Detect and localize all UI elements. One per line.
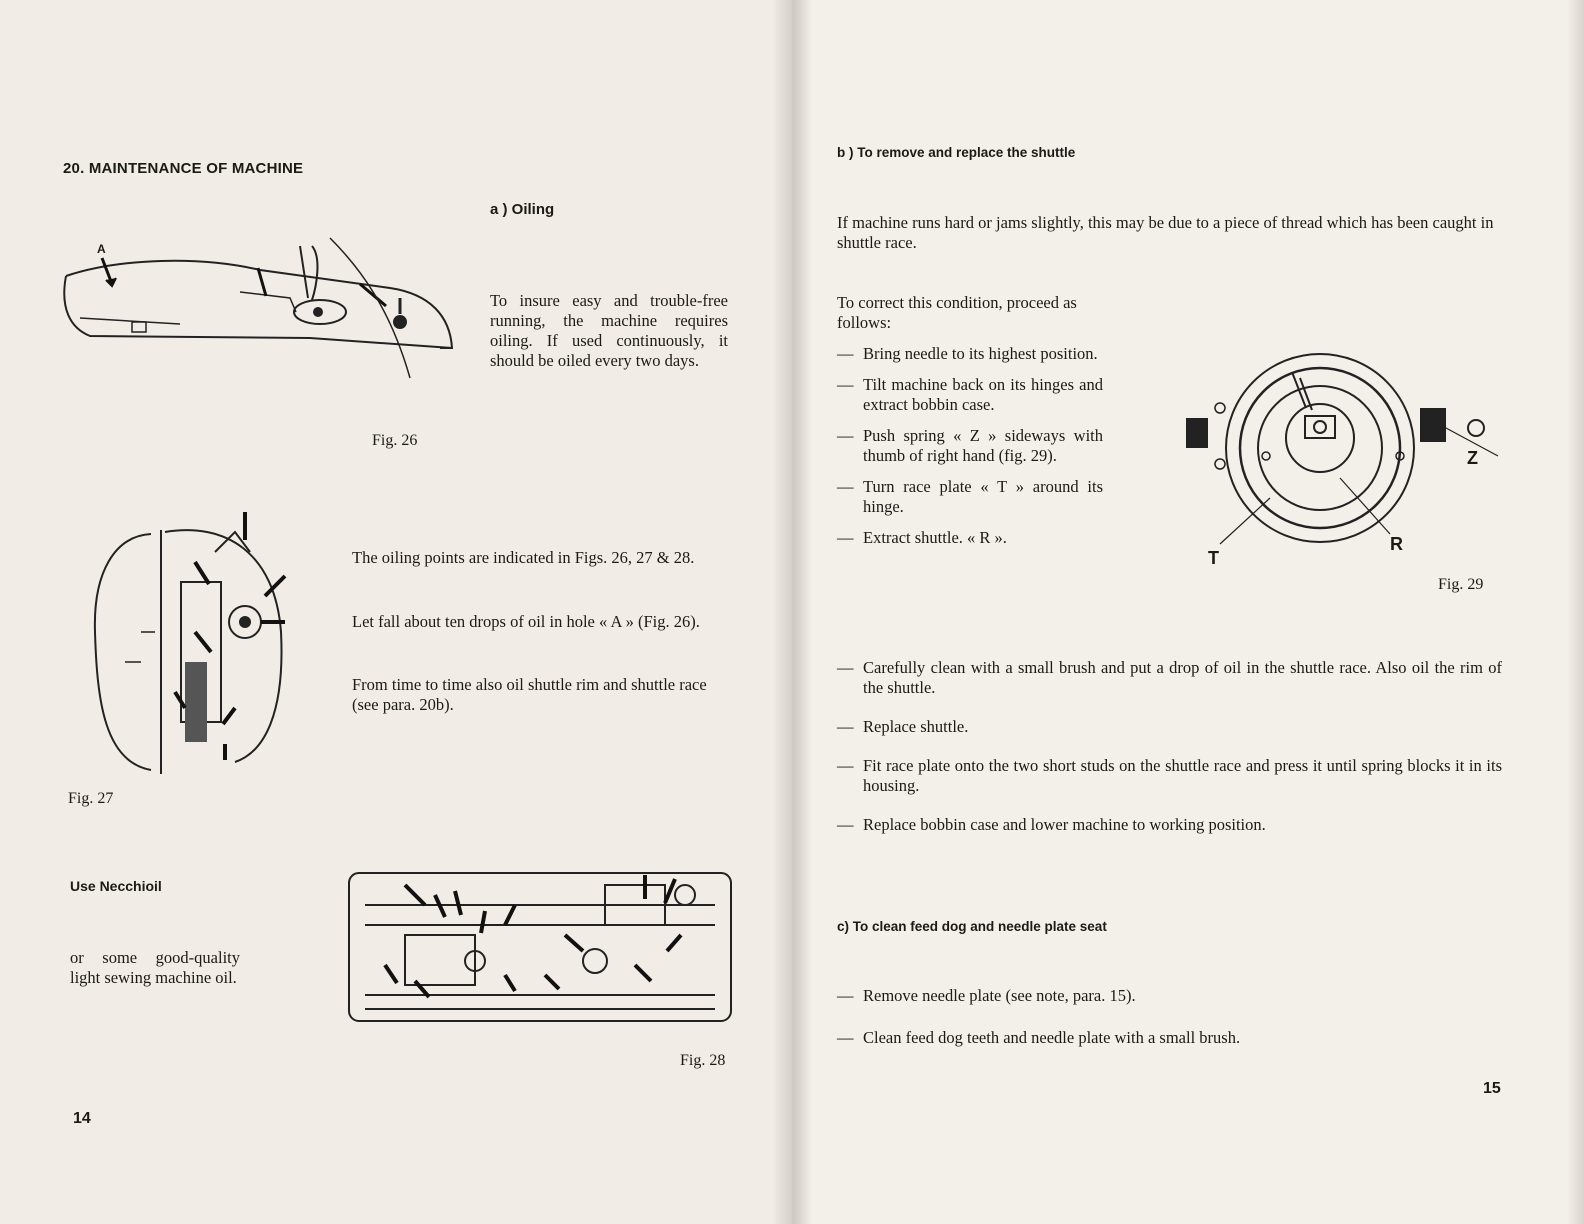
figure-26-drawing (60, 228, 460, 388)
figure-27-drawing (85, 512, 305, 782)
oil-recommendation: or some good-quality light sewing machine oil. (70, 948, 240, 987)
step-item (837, 717, 1502, 737)
step-dash: — (837, 1028, 854, 1047)
step-text: Replace bobbin case and lower machine to working position. (863, 815, 1266, 834)
figure-27-caption: Fig. 27 (68, 790, 114, 807)
section-b-heading: b ) To remove and replace the shuttle (837, 145, 1076, 160)
figure-29-label-r: R (1390, 534, 1403, 554)
step-dash: — (837, 375, 854, 394)
figure-28 (345, 865, 740, 1030)
step-dash: — (837, 717, 854, 736)
step-text: Fit race plate onto the two short studs on the shuttle race and press it until spring blocks it in its housing. (863, 756, 1502, 795)
figure-29 (1180, 348, 1510, 593)
step-text: Clean feed dog teeth and needle plate with a small brush. (863, 1028, 1241, 1047)
oiling-label: a ) Oiling (490, 201, 555, 218)
step-item (837, 528, 1103, 548)
intro-paragraph: If machine runs hard or jams slightly, this may be due to a piece of thread which has been caught in shuttle race. (837, 213, 1494, 252)
oiling-paragraph: To insure easy and trouble-free running, the machine requires oiling. If used continuously, it should be oiled every two days. (490, 291, 728, 370)
step-dash: — (837, 756, 854, 775)
step-text: Replace shuttle. (863, 717, 969, 736)
step-item (837, 1028, 1502, 1048)
correct-paragraph: To correct this condition, proceed as follows: (837, 293, 1077, 332)
step-item (837, 658, 1502, 698)
step-text: Extract shuttle. « R ». (863, 528, 1007, 547)
step-text: Tilt machine back on its hinges and extract bobbin case. (863, 375, 1103, 414)
step-dash: — (837, 528, 854, 547)
step-dash: — (837, 658, 854, 677)
right-page (790, 0, 1584, 1224)
step-text: Carefully clean with a small brush and put a drop of oil in the shuttle race. Also oil the rim of the shuttle. (863, 658, 1502, 697)
figure-28-caption: Fig. 28 (680, 1052, 726, 1069)
oiling-points-paragraph: The oiling points are indicated in Figs. 26, 27 & 28. (352, 548, 695, 567)
use-necchioil-label: Use Necchioil (70, 878, 162, 894)
step-dash: — (837, 815, 854, 834)
shuttle-oil-paragraph: From time to time also oil shuttle rim and shuttle race (see para. 20b). (352, 675, 707, 714)
figure-29-caption: Fig. 29 (1438, 576, 1484, 593)
figure-29-drawing (1180, 348, 1510, 588)
steps-list-2 (837, 658, 1502, 835)
step-dash: — (837, 986, 854, 1005)
step-item (837, 375, 1103, 415)
step-text: Bring needle to its highest position. (863, 344, 1098, 363)
page-number-left: 14 (73, 1110, 91, 1127)
step-text: Push spring « Z » sideways with thumb of right hand (fig. 29). (863, 426, 1103, 465)
step-item (837, 477, 1103, 517)
step-text: Remove needle plate (see note, para. 15). (863, 986, 1136, 1005)
step-dash: — (837, 477, 854, 496)
page-edge-shadow (1568, 0, 1584, 1224)
steps-list-3 (837, 986, 1502, 1048)
step-item (837, 344, 1103, 364)
figure-26-caption: Fig. 26 (372, 432, 418, 449)
figure-28-drawing (345, 865, 740, 1030)
section-c-heading: c) To clean feed dog and needle plate seat (837, 919, 1107, 934)
step-dash: — (837, 344, 854, 363)
step-text: Turn race plate « T » around its hinge. (863, 477, 1103, 516)
left-page (0, 0, 790, 1224)
figure-27 (85, 512, 305, 782)
page-number-right: 15 (1483, 1080, 1501, 1097)
book-gutter (772, 0, 812, 1224)
step-item (837, 426, 1103, 466)
step-item (837, 815, 1502, 835)
section-heading: 20. MAINTENANCE OF MACHINE (63, 160, 304, 177)
figure-29-label-z: Z (1467, 448, 1478, 468)
steps-list-1 (837, 344, 1103, 548)
step-item (837, 756, 1502, 796)
figure-29-label-t: T (1208, 548, 1219, 568)
step-item (837, 986, 1502, 1006)
step-dash: — (837, 426, 854, 445)
drops-paragraph: Let fall about ten drops of oil in hole « A » (Fig. 26). (352, 612, 700, 631)
figure-26-label-a: A (97, 242, 106, 256)
figure-26 (60, 228, 460, 388)
